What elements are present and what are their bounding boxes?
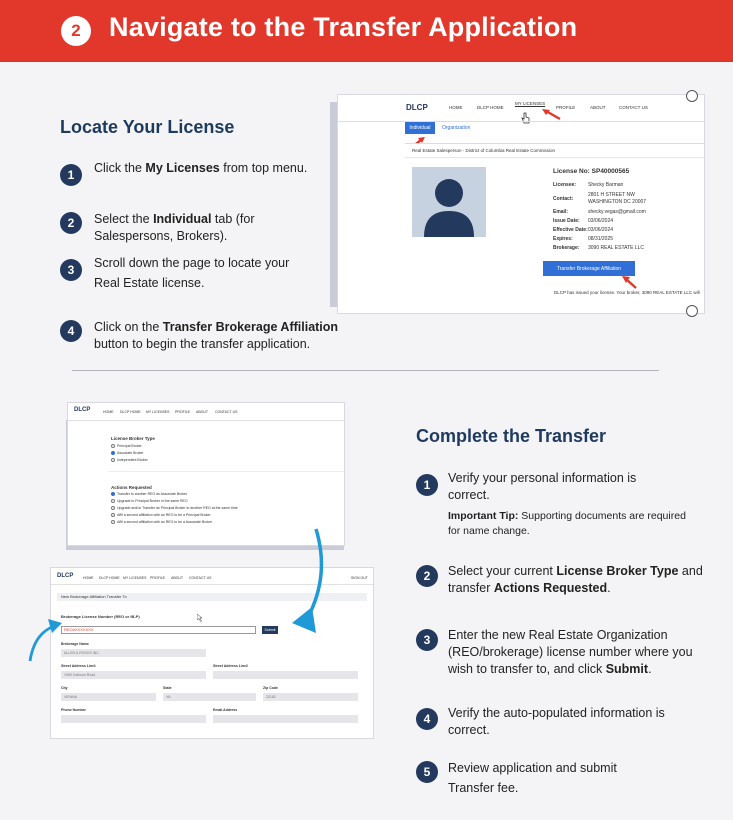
nav-dlcp-home[interactable]: DLCP HOME	[477, 105, 504, 110]
nav-about[interactable]: ABOUT	[171, 576, 184, 580]
header-banner	[0, 0, 733, 62]
field-label: State	[163, 686, 172, 690]
corner-pin-icon	[686, 305, 698, 317]
row-value: 08/31/2025	[588, 236, 614, 242]
banner-title: Navigate to the Transfer Application	[109, 12, 578, 42]
nav-my-licenses[interactable]: MY LICENSES	[123, 576, 147, 580]
radio-action[interactable]	[111, 506, 115, 510]
actions-requested-label: Actions Requested	[111, 485, 152, 490]
important-tip: Important Tip: Supporting documents are required for name change.	[448, 510, 686, 537]
section-divider	[405, 157, 704, 158]
banner-step-number: 2	[61, 16, 91, 46]
locate-step-4-number: 4	[60, 320, 82, 342]
locate-step-1-number: 1	[60, 164, 82, 186]
zip-field	[263, 693, 358, 701]
nav-home[interactable]: HOME	[83, 576, 94, 580]
complete-step-3-number: 3	[416, 629, 438, 651]
nav-divider	[68, 420, 344, 421]
field-value: VIENNA	[64, 695, 78, 699]
row-value: Shecky Barman	[588, 182, 624, 188]
nav-dlcp-home[interactable]: DLCP HOME	[99, 576, 120, 580]
locate-step-1-text: Click the My Licenses from top menu.	[94, 161, 308, 175]
radio-action[interactable]	[111, 499, 115, 503]
person-icon	[412, 167, 486, 237]
complete-step-3-text: Enter the new Real Estate Organization (REO/brokerage) license number where you wish to transfer to, and click Submit.	[448, 628, 693, 676]
screenshot-my-licenses	[338, 95, 704, 313]
field-value: 1990 Calhoun Road	[64, 673, 96, 677]
avatar	[412, 167, 486, 237]
row-label: Expires:	[553, 236, 573, 242]
sign-out-link[interactable]: SIGN OUT	[351, 576, 368, 580]
locate-step-3-text: Scroll down the page to locate your Real Estate license.	[94, 256, 290, 290]
nav-my-licenses[interactable]: MY LICENSES	[515, 101, 546, 106]
nav-profile[interactable]: PROFILE	[556, 105, 576, 110]
field-label: Street Address Line1	[61, 664, 96, 668]
complete-title: Complete the Transfer	[416, 426, 607, 446]
radio-label: Affil a second affiliation with an REO to be a Principal Broker	[117, 513, 211, 517]
dlcp-logo: DLCP	[57, 573, 74, 579]
nav-my-licenses[interactable]: MY LICENSES	[146, 410, 170, 414]
row-value: WASHINGTON DC 20007	[588, 199, 647, 205]
screenshot-1-shadow	[330, 102, 338, 307]
reo-number-value: REO#XXXXXXX	[64, 627, 94, 632]
locate-step-2-number: 2	[60, 212, 82, 234]
locate-step-2-text: Select the Individual tab (for Salespersons, Brokers).	[94, 212, 255, 243]
field-label: City	[61, 686, 68, 690]
field-label: Street Address Line2	[213, 664, 248, 668]
nav-divider	[338, 121, 704, 122]
complete-step-4-text: Verify the auto-populated information is correct.	[448, 706, 665, 737]
dlcp-logo: DLCP	[406, 103, 428, 112]
nav-contact-us[interactable]: CONTACT US	[619, 105, 648, 110]
radio-associate[interactable]	[111, 451, 115, 455]
license-number: License No: SP40000565	[553, 168, 630, 175]
state-field	[163, 693, 256, 701]
row-value: shecky.vegas@gmail.com	[588, 209, 646, 215]
field-value: 22182	[266, 695, 276, 699]
hand-cursor-icon	[521, 112, 531, 124]
radio-label: Principal Broker	[117, 444, 142, 448]
row-label: Effective Date:	[553, 227, 588, 233]
radio-label: Upgrade and/or Transfer as Principal Broker to another REO at the same time	[117, 506, 238, 510]
pointer-cursor-icon	[197, 614, 203, 622]
submit-button[interactable]: Submit	[262, 626, 278, 634]
row-label: Email:	[553, 209, 569, 215]
nav-contact-us[interactable]: CONTACT US	[189, 576, 212, 580]
broker-type-label: License Broker Type	[111, 436, 155, 441]
nav-about[interactable]: ABOUT	[590, 105, 606, 110]
tab-organization[interactable]: Organization	[442, 125, 471, 131]
field-label: Zip Code	[263, 686, 278, 690]
form-title: New Brokerage Affiliation Transfer To	[61, 594, 127, 599]
blue-curved-arrow-icon	[26, 615, 66, 665]
complete-step-1-number: 1	[416, 474, 438, 496]
row-value: 03/06/2024	[588, 227, 614, 233]
transfer-brokerage-button[interactable]: Transfer Brokerage Affiliation	[543, 261, 635, 276]
license-footer-text: DLCP has issued your license. Your broker, 3090 REAL ESTATE LLC will	[554, 290, 700, 295]
complete-step-1-text: Verify your personal information is correct.	[448, 471, 637, 502]
radio-action[interactable]	[111, 513, 115, 517]
complete-step-5-number: 5	[416, 761, 438, 783]
nav-contact-us[interactable]: CONTACT US	[215, 410, 238, 414]
locate-title: Locate Your License	[60, 117, 235, 137]
complete-step-4-number: 4	[416, 708, 438, 730]
screenshot-broker-type	[68, 403, 344, 545]
field-value: VA	[166, 695, 171, 699]
radio-label: Upgrade to Principal Broker in the same REO	[117, 499, 188, 503]
complete-step-2-number: 2	[416, 565, 438, 587]
row-value: 03/06/2024	[588, 218, 614, 224]
row-value: 3090 REAL ESTATE LLC	[588, 245, 645, 251]
field-label: Email Address	[213, 708, 238, 712]
field-label: Brokerage Name	[61, 642, 89, 646]
nav-about[interactable]: ABOUT	[196, 410, 209, 414]
radio-principal[interactable]	[111, 444, 115, 448]
tab-individual[interactable]: Individual	[405, 122, 435, 134]
street2-field	[213, 671, 358, 679]
row-label: Brokerage:	[553, 245, 580, 251]
locate-step-4-text: Click on the Transfer Brokerage Affiliation button to begin the transfer application.	[94, 320, 339, 351]
license-section-title: Real Estate Salesperson - District of Columbia Real Estate Commission	[412, 148, 556, 153]
radio-action[interactable]	[111, 520, 115, 524]
nav-profile[interactable]: PROFILE	[175, 410, 190, 414]
dlcp-logo: DLCP	[74, 407, 91, 413]
red-arrow-icon	[619, 274, 639, 290]
radio-label: Transfer to another REO as Associate Broker	[117, 492, 188, 496]
complete-step-2-text: Select your current License Broker Type and transfer Actions Requested.	[448, 564, 703, 595]
radio-independent[interactable]	[111, 458, 115, 462]
email-field	[213, 715, 358, 723]
phone-field	[61, 715, 206, 723]
radio-label: Independent Broker	[117, 458, 148, 462]
nav-home[interactable]: HOME	[449, 105, 463, 110]
section-divider	[72, 370, 659, 371]
divider	[108, 471, 344, 472]
row-label: Issue Date:	[553, 218, 580, 224]
field-value: ALLEN & ROCKS INC.	[64, 651, 100, 655]
field-label: Phone Number	[61, 708, 86, 712]
reo-label: Brokerage License Number (REO or IB-P)	[61, 614, 140, 619]
locate-step-3-number: 3	[60, 259, 82, 281]
row-label: Licensee:	[553, 182, 577, 188]
nav-dlcp-home[interactable]: DLCP HOME	[120, 410, 141, 414]
blue-curved-arrow-icon	[290, 525, 338, 635]
complete-step-5-text: Review application and submit Transfer fee.	[448, 761, 617, 795]
row-label: Contact:	[553, 196, 574, 202]
row-value: 2801 H STREET NW	[588, 192, 635, 198]
red-arrow-icon	[538, 107, 562, 121]
radio-action[interactable]	[111, 492, 115, 496]
radio-label: Affil a second affiliation with an REO to be a Associate Broker	[117, 520, 213, 524]
radio-label: Associate Broker	[117, 451, 144, 455]
corner-pin-icon	[686, 90, 698, 102]
nav-home[interactable]: HOME	[103, 410, 114, 414]
nav-profile[interactable]: PROFILE	[150, 576, 165, 580]
